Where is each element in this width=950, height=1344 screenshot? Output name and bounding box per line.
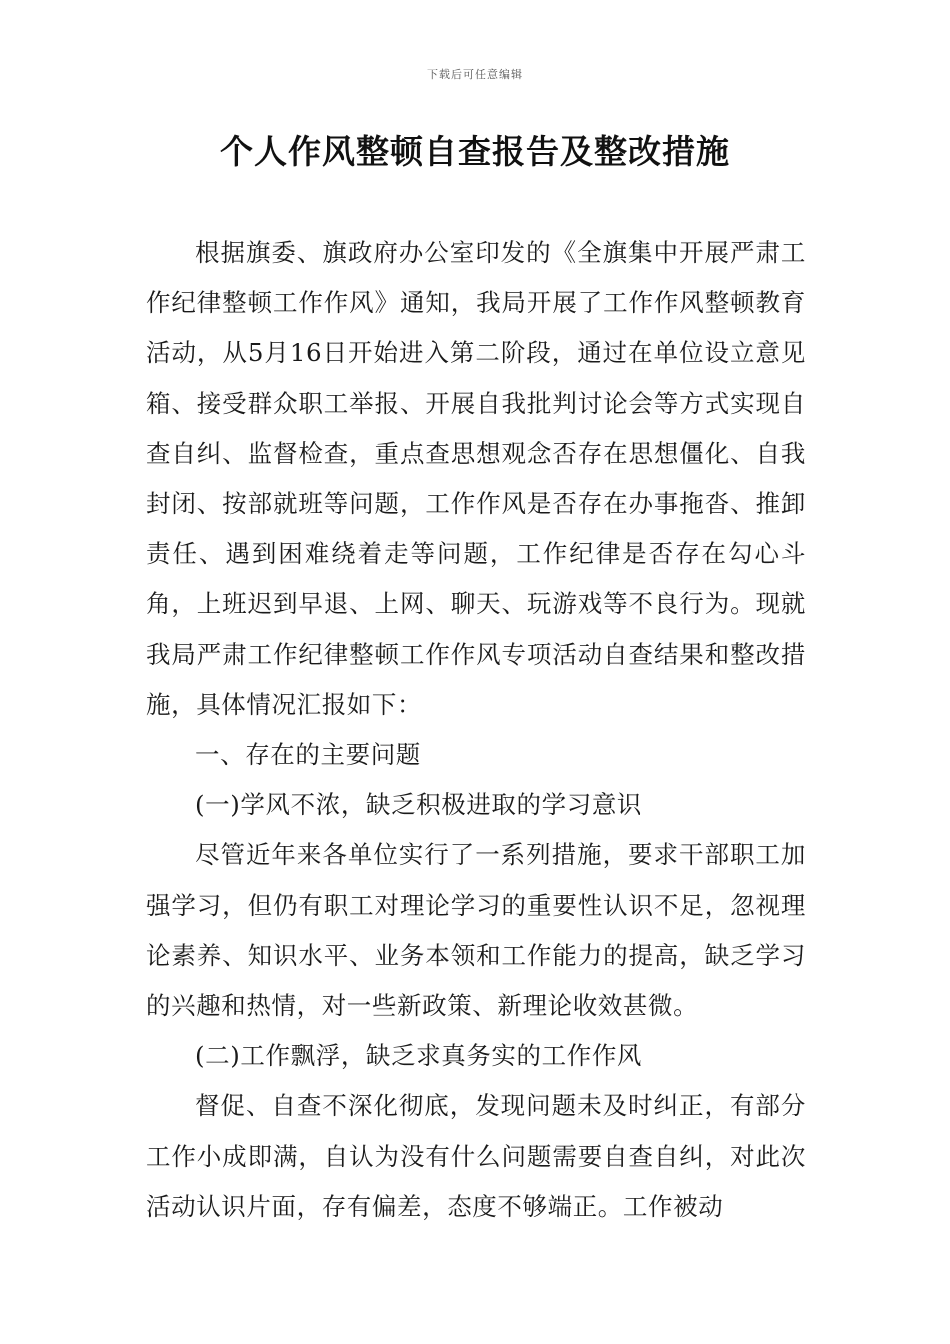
document-title: 个人作风整顿自查报告及整改措施 [220,132,730,171]
paragraph-study: 尽管近年来各单位实行了一系列措施，要求干部职工加强学习，但仍有职工对理论学习的重要性认识不足，忽视理论素养、知识水平、业务本领和工作能力的提高，缺乏学习的兴趣和热情，对一些新政策、新理论收效甚微。 [146,840,806,1021]
subsection-heading-2: (二)工作飘浮，缺乏求真务实的工作作风 [195,1041,643,1071]
subsection-heading-1: (一)学风不浓，缺乏积极进取的学习意识 [195,790,643,820]
paragraph-intro: 根据旗委、旗政府办公室印发的《全旗集中开展严肃工作纪律整顿工作作风》通知，我局开展了工作作风整顿教育活动，从5月16日开始进入第二阶段，通过在单位设立意见箱、接受群众职工举报、开展自我批判讨论会等方式实现自查自纠、监督检查，重点查思想观念否存在思想僵化、自我封闭、按部就班等问题，工作作风是否存在办事拖沓、推卸责任、遇到困难绕着走等问题，工作纪律是否存在勾心斗角，上班迟到早退、上网、聊天、玩游戏等不良行为。现就我局严肃工作纪律整顿工作作风专项活动自查结果和整改措施，具体情况汇报如下： [146,238,806,719]
section-heading-problems: 一、存在的主要问题 [195,740,421,770]
paragraph-work: 督促、自查不深化彻底，发现问题未及时纠正，有部分工作小成即满，自认为没有什么问题需要自查自纠，对此次活动认识片面，存有偏差，态度不够端正。工作被动 [146,1091,806,1221]
header-note: 下载后可任意编辑 [427,68,523,81]
document-body [146,228,806,1232]
